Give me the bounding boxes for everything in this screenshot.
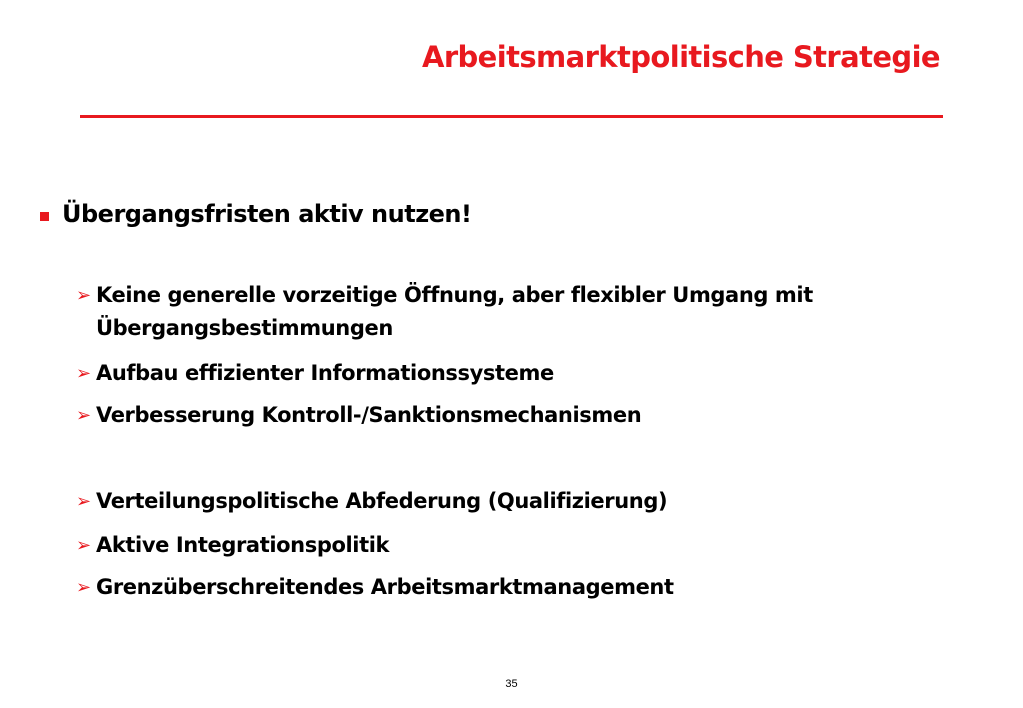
- arrow-bullet-icon: ➢: [76, 405, 92, 426]
- sub-item: [76, 532, 389, 562]
- arrow-bullet-icon: ➢: [76, 491, 92, 512]
- arrow-bullet-icon: ➢: [76, 535, 92, 556]
- arrow-bullet-icon: ➢: [76, 363, 92, 384]
- sub-item-text: Verteilungspolitische Abfederung (Qualifizierung): [96, 489, 668, 513]
- square-bullet-icon: [40, 212, 49, 221]
- page-number: 35: [505, 678, 518, 690]
- main-bullet: [40, 200, 471, 229]
- sub-item-text: [96, 279, 813, 345]
- sub-item: [76, 282, 813, 345]
- main-bullet-text: Übergangsfristen aktiv nutzen!: [62, 200, 472, 228]
- sub-item: [76, 488, 667, 518]
- slide-title: Arbeitsmarktpolitische Strategie: [421, 40, 940, 74]
- sub-item: [76, 360, 554, 390]
- sub-item-line: Übergangsbestimmungen: [96, 316, 393, 340]
- sub-item-text: Aufbau effizienter Informationssysteme: [96, 361, 554, 385]
- sub-item-text: Verbesserung Kontroll-/Sanktionsmechanismen: [96, 403, 642, 427]
- sub-item-text: Grenzüberschreitendes Arbeitsmarktmanagement: [96, 575, 674, 599]
- sub-item-line: Keine generelle vorzeitige Öffnung, aber flexibler Umgang mit: [96, 283, 813, 307]
- sub-item: [76, 402, 641, 432]
- sub-item-text: Aktive Integrationspolitik: [96, 533, 390, 557]
- arrow-bullet-icon: ➢: [76, 577, 92, 598]
- title-underline: [80, 115, 943, 118]
- sub-item: [76, 574, 674, 604]
- arrow-bullet-icon: ➢: [76, 285, 92, 306]
